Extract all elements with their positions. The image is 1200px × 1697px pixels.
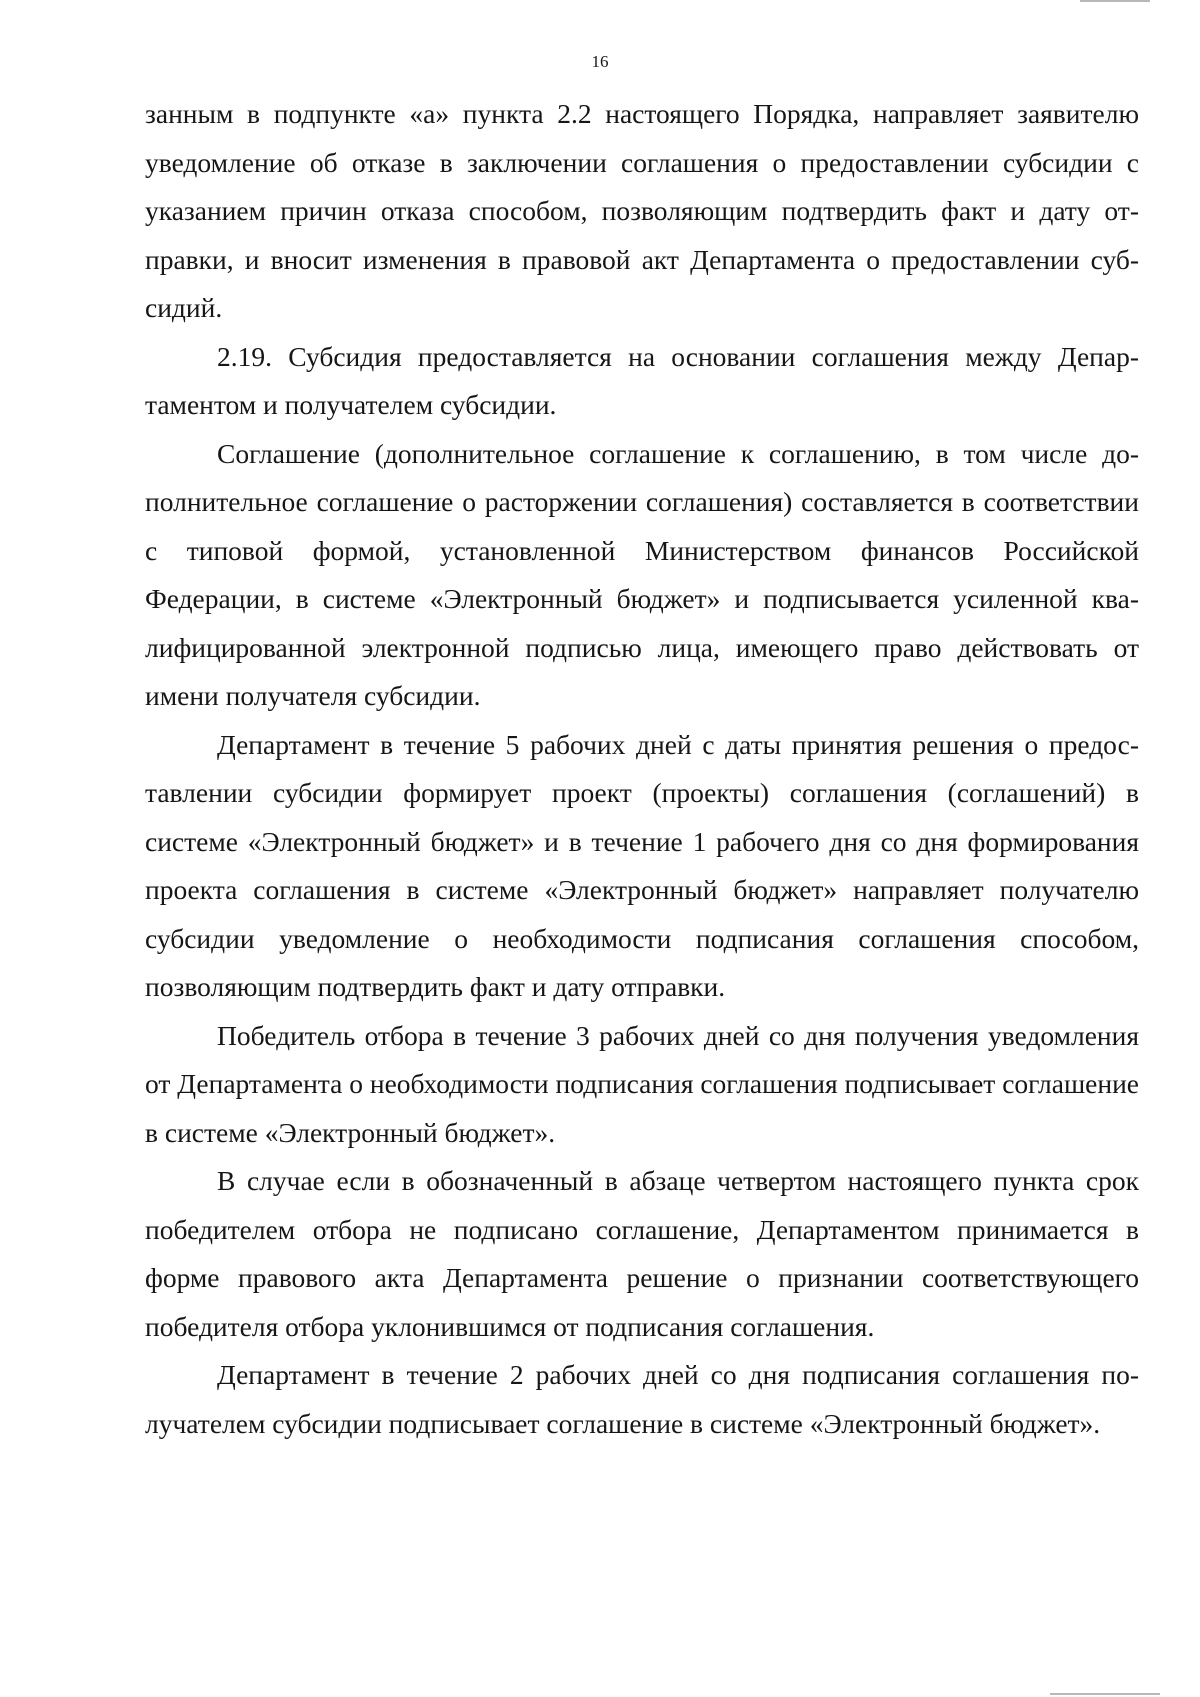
- paragraph-agreement-form: Соглашение (дополнительное соглашение к соглашению, в том числе дополнительное соглашение о расторжении соглашения) составляется в соответствии с типовой формой, установленной Министерством финансов Российской Федерации, в системе «Электронный бюджет» и подписывается усиленной квалифицированной электронной подписью лица, имеющего право действовать от имени получателя субсидии.: [145, 437, 1139, 711]
- page-number: 16: [591, 52, 609, 71]
- paragraph-winner-signs: Победитель отбора в течение 3 рабочих дней со дня получения уведомления от Департамента о необходимости подписания соглашения подписывает соглашение в системе «Электронный бюджет».: [145, 1019, 1139, 1148]
- paragraph-department-draft: Департамент в течение 5 рабочих дней с даты принятия решения о предоставлении субсидии формирует проект (проекты) соглашения (соглашений) в системе «Электронный бюджет» и в течение 1 рабочего дня со дня формирования проекта соглашения в системе «Электронный бюджет» направляет получателю субсидии уведомление о необходимости подписания соглашения способом, позволяющим подтвердить факт и дату отправки.: [145, 728, 1139, 1002]
- paragraph-department-signs: Департамент в течение 2 рабочих дней со дня подписания соглашения получателем субсидии подписывает соглашение в системе «Электронный бюджет».: [145, 1359, 1139, 1439]
- scan-edge-mark-top: [1080, 0, 1150, 2]
- paragraph-2-19: 2.19. Субсидия предоставляется на основании соглашения между Департаментом и получателем субсидии.: [145, 340, 1139, 420]
- scan-edge-mark-bottom: [1050, 1693, 1160, 1695]
- document-body: [145, 90, 1139, 1448]
- paragraph-continuation: занным в подпункте «а» пункта 2.2 настоящего Порядка, направляет заявителю уведомление об отказе в заключении соглашения о предоставлении субсидии с указанием причин отказа способом, позволяющим подтвердить факт и дату отправки, и вносит изменения в правовой акт Департамента о предоставлении субсидий.: [145, 98, 1139, 323]
- paragraph-evasion: В случае если в обозначенный в абзаце четвертом настоящего пункта срок победителем отбора не подписано соглашение, Департаментом принимается в форме правового акта Департамента решение о признании соответствующего победителя отбора уклонившимся от подписания соглашения.: [145, 1165, 1139, 1342]
